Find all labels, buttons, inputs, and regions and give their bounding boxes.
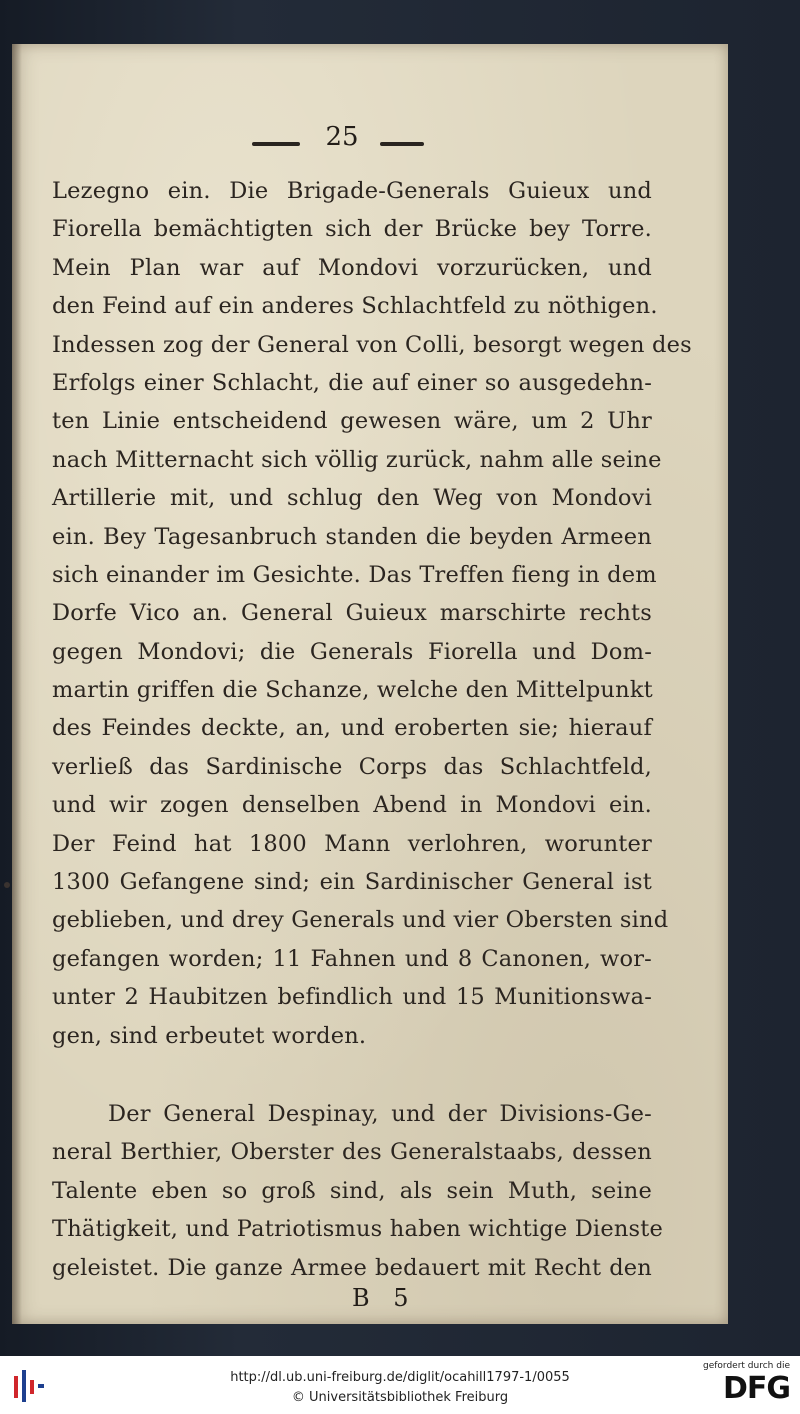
header-dash-left [252,142,300,146]
page-number: 25 [325,122,359,152]
text-line: ten Linie entscheidend gewesen wäre, um 2 Uhr [52,408,652,435]
text-line: geleistet. Die ganze Armee bedauert mit Recht den [52,1254,652,1281]
text-line: gefangen worden; 11 Fahnen und 8 Canonen, wor- [52,945,652,972]
text-line: des Feindes deckte, an, und eroberten sie; hierauf [52,715,652,742]
text-line: Talente eben so groß sind, als sein Muth, seine [52,1177,652,1204]
margin-mark [4,882,10,888]
text-line: martin griffen die Schanze, welche den Mittelpunkt [52,677,653,704]
dfg-caption: gefordert durch die [703,1361,790,1371]
dfg-logo: DFG [722,1371,790,1406]
text-line: Thätigkeit, und Patriotismus haben wichtige Dienste [52,1216,664,1243]
text-line: Mein Plan war auf Mondovi vorzurücken, und [52,254,652,281]
document-url[interactable]: http://dl.ub.uni-freiburg.de/diglit/ocahill1797-1/0055 [230,1370,570,1385]
text-line: gegen Mondovi; die Generals Fiorella und Dom- [52,638,652,665]
text-line: neral Berthier, Oberster des Generalstaabs, dessen [52,1139,652,1166]
text-line: den Feind auf ein anderes Schlachtfeld zu nöthigen. [52,293,658,320]
paragraph-gap [52,1055,652,1095]
header-dash-right [380,142,424,146]
text-line: gen, sind erbeutet worden. [52,1022,367,1049]
text-line: 1300 Gefangene sind; ein Sardinischer General ist [52,869,652,896]
text-line: nach Mitternacht sich völlig zurück, nahm alle seine [52,446,662,473]
text-line: Der Feind hat 1800 Mann verlohren, worunter [52,830,652,857]
signature-row [12,1284,728,1324]
text-line: und wir zogen denselben Abend in Mondovi ein. [52,792,652,819]
text-line: Lezegno ein. Die Brigade-Generals Guieux und [52,178,652,204]
text-line: geblieben, und drey Generals und vier Obersten sind [52,907,669,934]
text-line: Der General Despinay, und der Divisions-Ge- [108,1100,652,1127]
sheet-signature: B 5 [352,1284,417,1312]
page-header [12,122,728,162]
text-line: Dorfe Vico an. General Guieux marschirte rechts [52,600,652,627]
body-text [52,172,692,1287]
dfg-funding-block [700,1360,790,1410]
book-page [12,44,728,1324]
text-line: Artillerie mit, und schlug den Weg von Mondovi [52,485,652,512]
text-line: verließ das Sardinische Corps das Schlachtfeld, [52,753,652,780]
copyright-notice: © Universitätsbibliothek Freiburg [291,1390,509,1405]
page-gutter-shadow [12,44,22,1324]
text-line: ein. Bey Tagesanbruch standen die beyden Armeen [52,523,652,550]
viewer-footer [0,1356,800,1414]
text-line: Indessen zog der General von Colli, besorgt wegen des [52,331,692,358]
text-line: unter 2 Haubitzen befindlich und 15 Munitionswa- [52,984,652,1011]
text-line: sich einander im Gesichte. Das Treffen fieng in dem [52,561,657,588]
text-line: Fiorella bemächtigten sich der Brücke bey Torre. [52,216,652,243]
text-line: Erfolgs einer Schlacht, die auf einer so ausgedehn- [52,369,652,396]
